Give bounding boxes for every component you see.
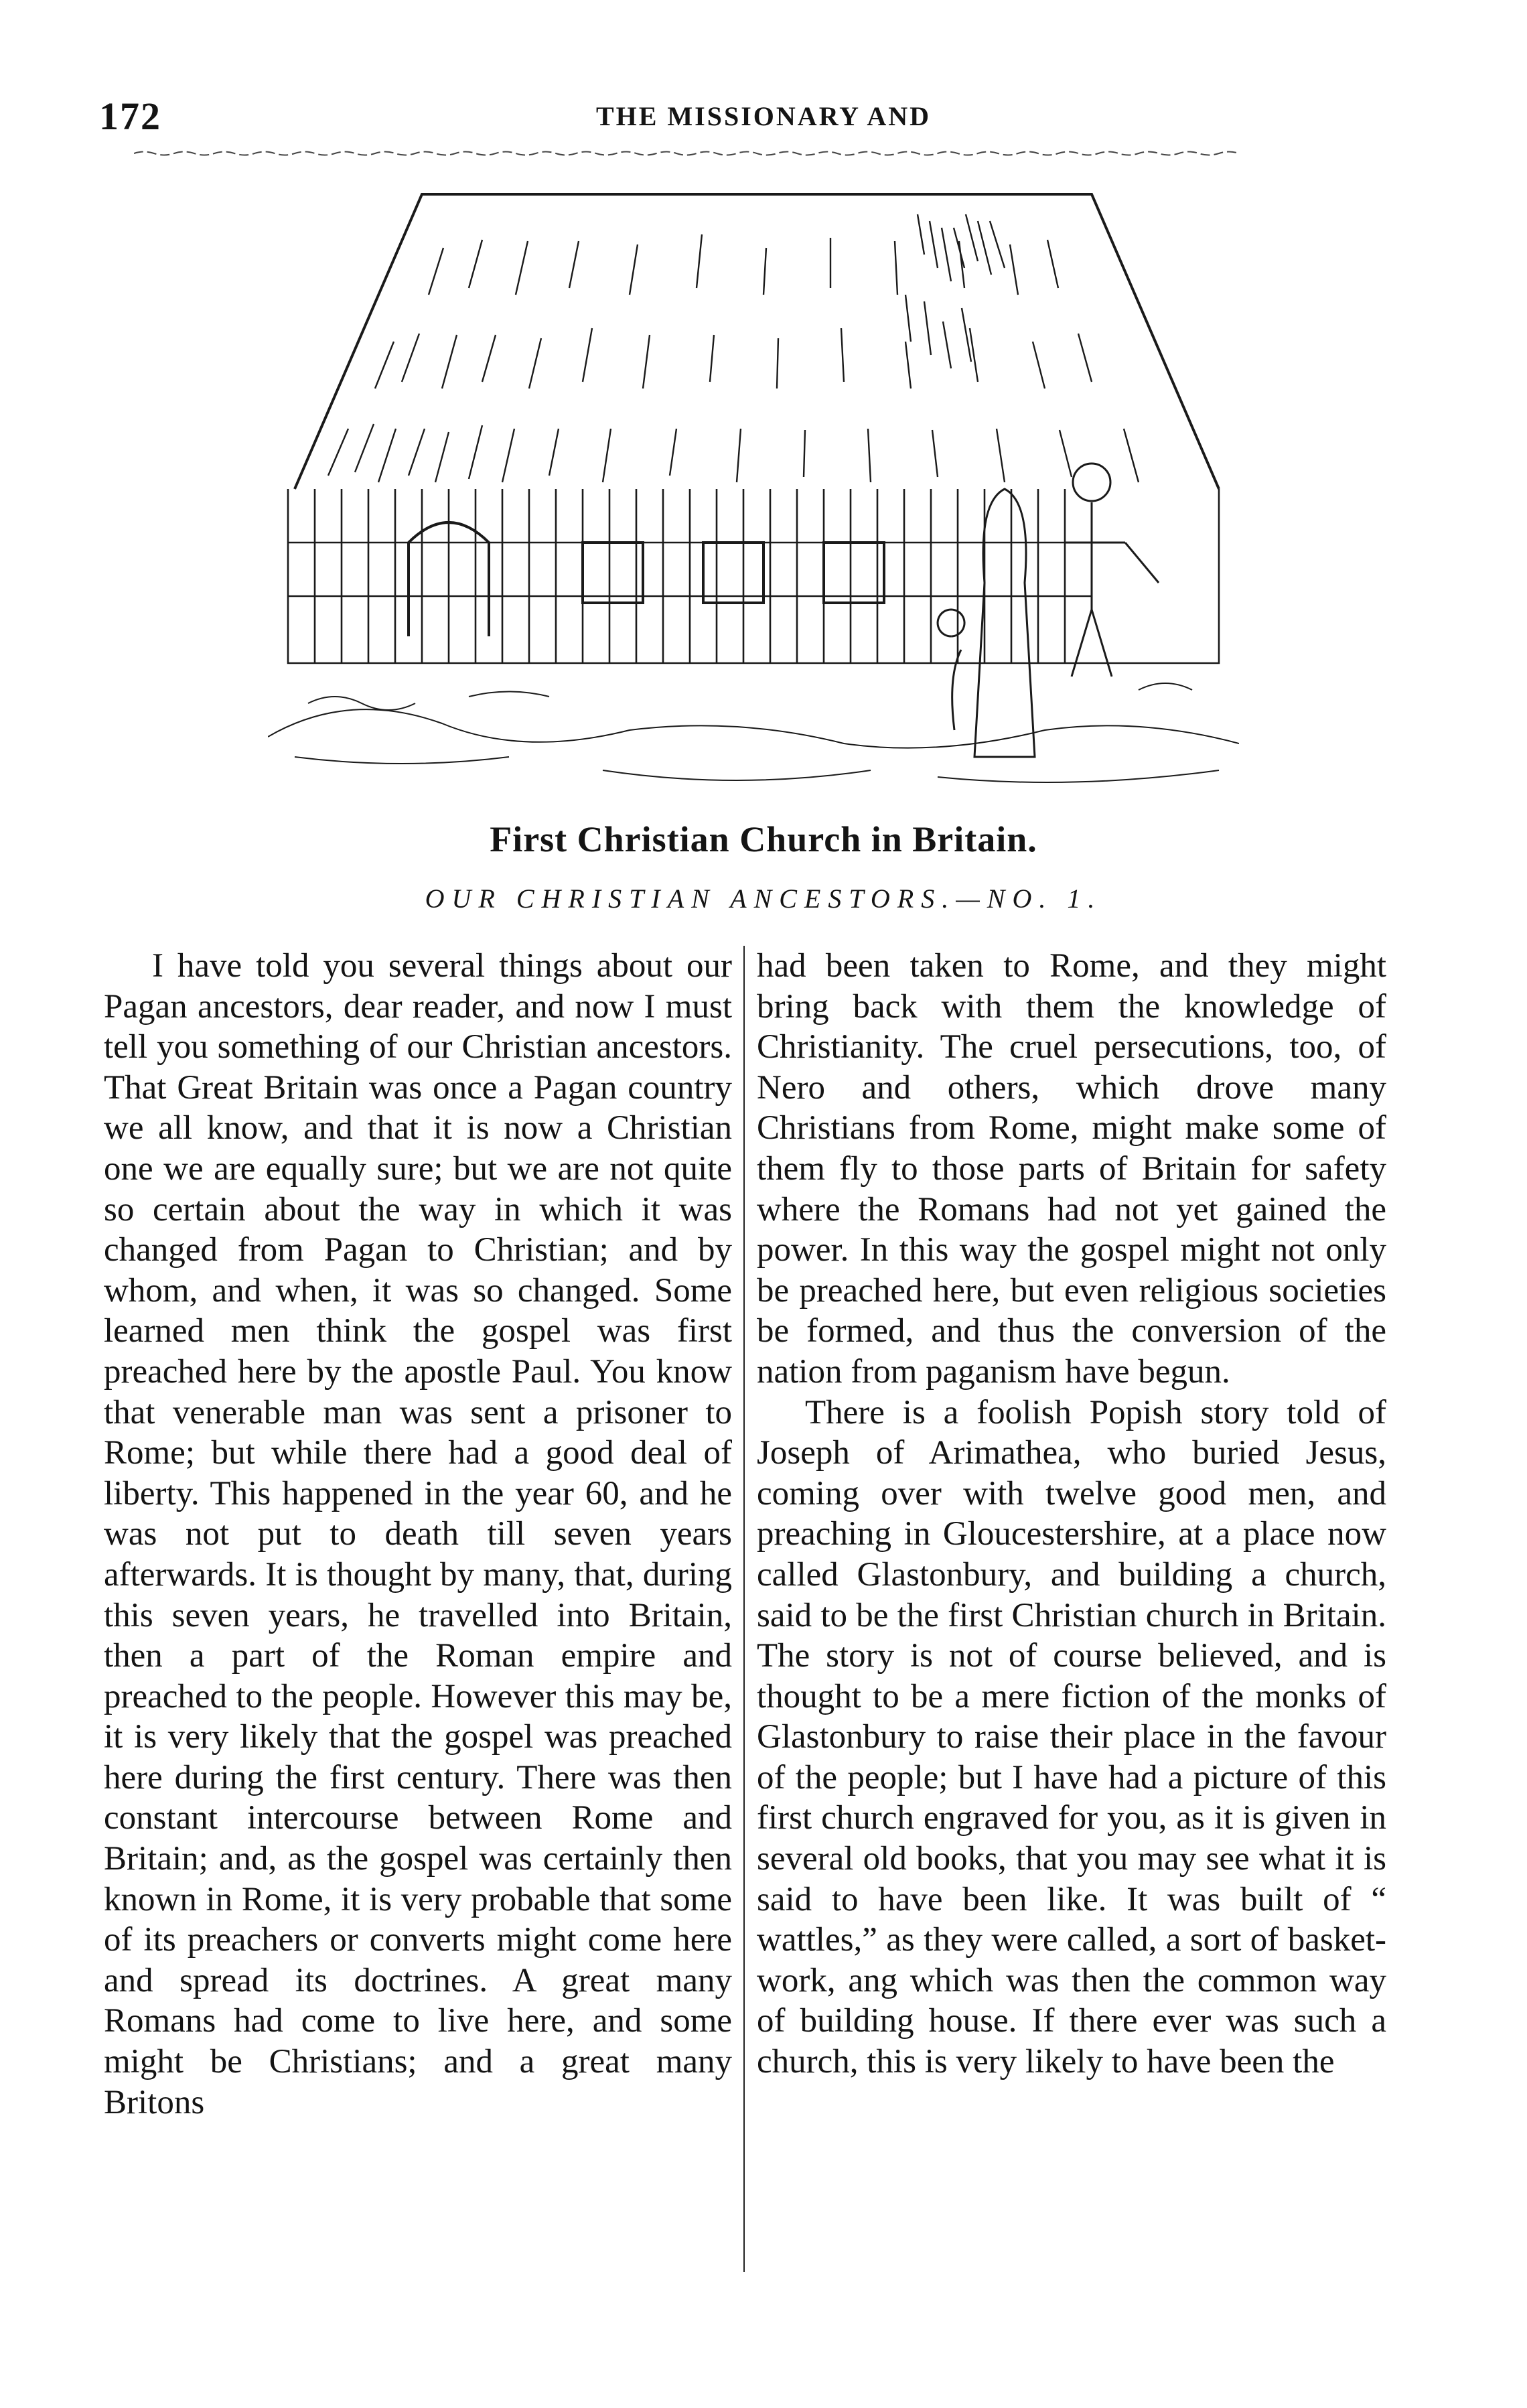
- header-ornamental-rule: [134, 149, 1339, 158]
- church-engraving: [268, 167, 1239, 810]
- figures: [938, 464, 1159, 757]
- foreground-ground: [268, 683, 1239, 782]
- right-column: [757, 946, 1386, 2082]
- left-column-paragraph: I have told you several things about our Pagan ancestors, dear reader, and now I must tell you something of our Christian ancestors. That Great Britain was once a Pagan country we all know, and that it is now a Christian one we are equally sure; but we are not quite so certain about the way in which it was changed from Pagan to Christian; and by whom, and when, it was so changed. Some learned men think the gospel was first preached here by the apostle Paul. You know that venerable man was sent a prisoner to Rome; but while there had a good deal of liberty. This happened in the year 60, and he was not put to death till seven years afterwards. It is thought by many, that, during this seven years, he travelled into Britain, then a part of the Roman empire and preached to the people. However this may be, it is very likely that the gospel was preached here during the first century. There was then constant intercourse between Rome and Britain; and, as the gospel was certainly then known in Rome, it is very probable that some of its preachers or converts might come here and spread its doctrines. A great many Romans had come to live here, and some might be Christians; and a great many Britons: [104, 947, 732, 2121]
- running-head: THE MISSIONARY AND: [595, 101, 932, 131]
- left-column: [104, 946, 732, 2123]
- thatched-roof: [295, 194, 1219, 489]
- article-heading: OUR CHRISTIAN ANCESTORS.—NO. 1.: [425, 883, 1102, 914]
- wattle-walls: [288, 489, 1219, 663]
- right-column-paragraph: There is a foolish Popish story told of Joseph of Arimathea, who buried Jesus, coming over with twelve good men, and preaching in Gloucestershire, at a place now called Glastonbury, and building a church, said to be the first Christian church in Britain. The story is not of course believed, and is thought to be a mere fiction of the monks of Glastonbury to raise their place in the favour of the people; but I have had a picture of this first church engraved for you, as it is given in several old books, that you may see what it is said to have been like. It was built of “ wattles,” as they were called, a sort of basket-work, ang which was then the common way of building house. If there ever was such a church, this is very likely to have been the: [757, 1393, 1386, 2081]
- column-divider: [743, 946, 745, 2272]
- right-column-paragraph-continued: had been taken to Rome, and they might bring back with them the knowledge of Christianity. The cruel persecutions, too, of Nero and others, which drove many Christians from Rome, might make some of them fly to those parts of Britain for safety where the Romans had not yet gained the power. In this way the gospel might not only be preached here, but even religious societies be formed, and thus the conversion of the nation from paganism have begun.: [757, 947, 1386, 1391]
- page-number: 172: [99, 94, 161, 138]
- illustration-caption: First Christian Church in Britain.: [490, 819, 1037, 859]
